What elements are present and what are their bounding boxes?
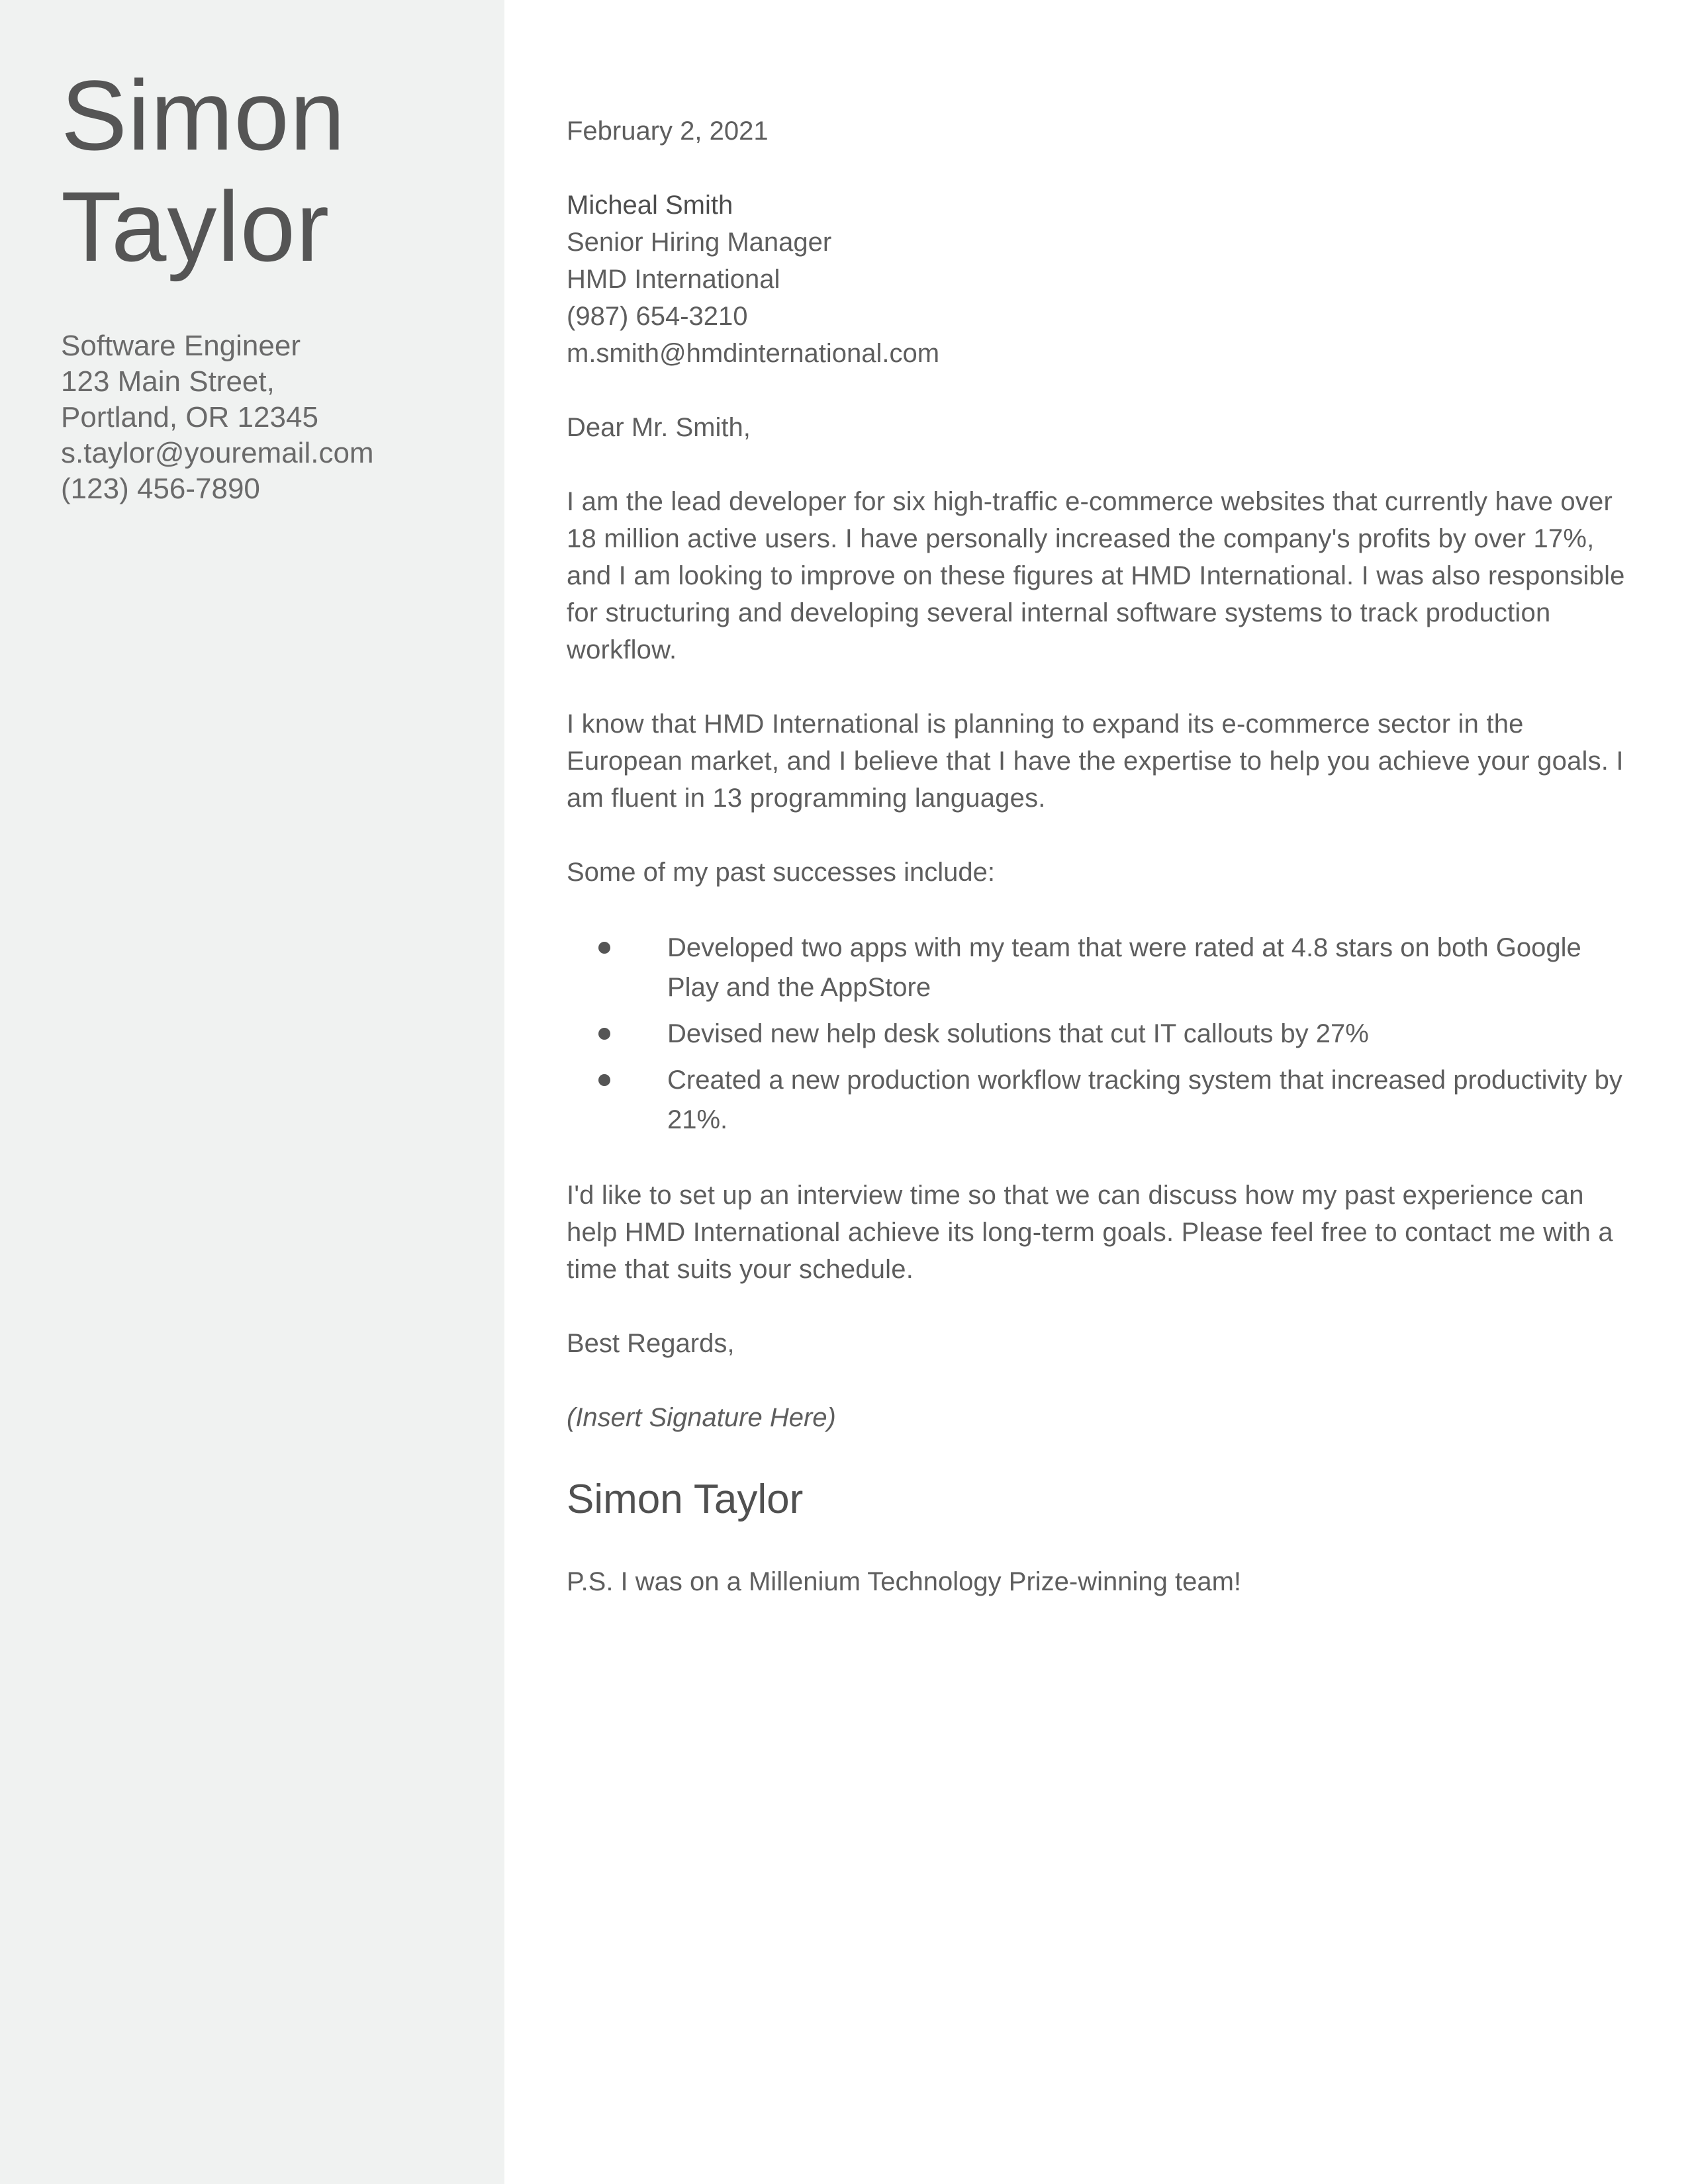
sender-first-name: Simon [61,60,346,171]
list-item-text: Devised new help desk solutions that cut IT callouts by 27% [667,1019,1369,1048]
signed-name: Simon Taylor [567,1477,804,1522]
recipient-block [567,187,1626,372]
list-item-text: Created a new production workflow tracking system that increased productivity by 21%. [667,1066,1622,1134]
sender-job-title: Software Engineer [61,330,301,362]
body-paragraph-3: I'd like to set up an interview time so that we can discuss how my past experience can help HMD International achieve its long-term goals. Please feel free to contact me with a time that suits your schedule. [567,1181,1613,1284]
sidebar [0,0,504,2184]
sender-address-line2: Portland, OR 12345 [61,401,318,433]
letter-body [567,113,1626,1637]
bullet-icon [598,1074,610,1086]
postscript: P.S. I was on a Millenium Technology Prize-winning team! [567,1567,1242,1596]
signature-placeholder: (Insert Signature Here) [567,1403,836,1432]
bullet-icon [598,942,610,954]
body-paragraph-2: I know that HMD International is planning to expand its e-commerce sector in the European market, and I believe that I have the expertise to help you achieve your goals. I am fluent in 13 programming languages. [567,709,1624,813]
recipient-email: m.smith@hmdinternational.com [567,339,940,368]
list-item [567,928,1626,1007]
successes-list [567,928,1626,1140]
sender-contact-details [61,328,374,507]
list-item [567,1060,1626,1140]
recipient-phone: (987) 654-3210 [567,302,748,331]
salutation: Dear Mr. Smith, [567,413,751,442]
sender-address-line1: 123 Main Street, [61,365,275,398]
sender-phone: (123) 456-7890 [61,473,260,505]
recipient-title: Senior Hiring Manager [567,228,832,257]
sender-last-name: Taylor [61,171,330,282]
sender-email: s.taylor@youremail.com [61,437,374,469]
closing: Best Regards, [567,1329,735,1358]
body-paragraph-1: I am the lead developer for six high-traffic e-commerce websites that currently have over 18 million active users. I have personally increased the company's profits by over 17%, and I am looking to improve on these figures at HMD International. I was also responsible for structuring and developing several internal software systems to track production workflow. [567,487,1625,664]
list-item [567,1014,1626,1054]
bullet-icon [598,1028,610,1040]
list-item-text: Developed two apps with my team that were rated at 4.8 stars on both Google Play and the AppStore [667,933,1581,1002]
letter-date: February 2, 2021 [567,116,769,146]
successes-intro: Some of my past successes include: [567,858,995,887]
recipient-company: HMD International [567,265,780,294]
recipient-name: Micheal Smith [567,191,733,220]
sender-name [61,60,346,282]
